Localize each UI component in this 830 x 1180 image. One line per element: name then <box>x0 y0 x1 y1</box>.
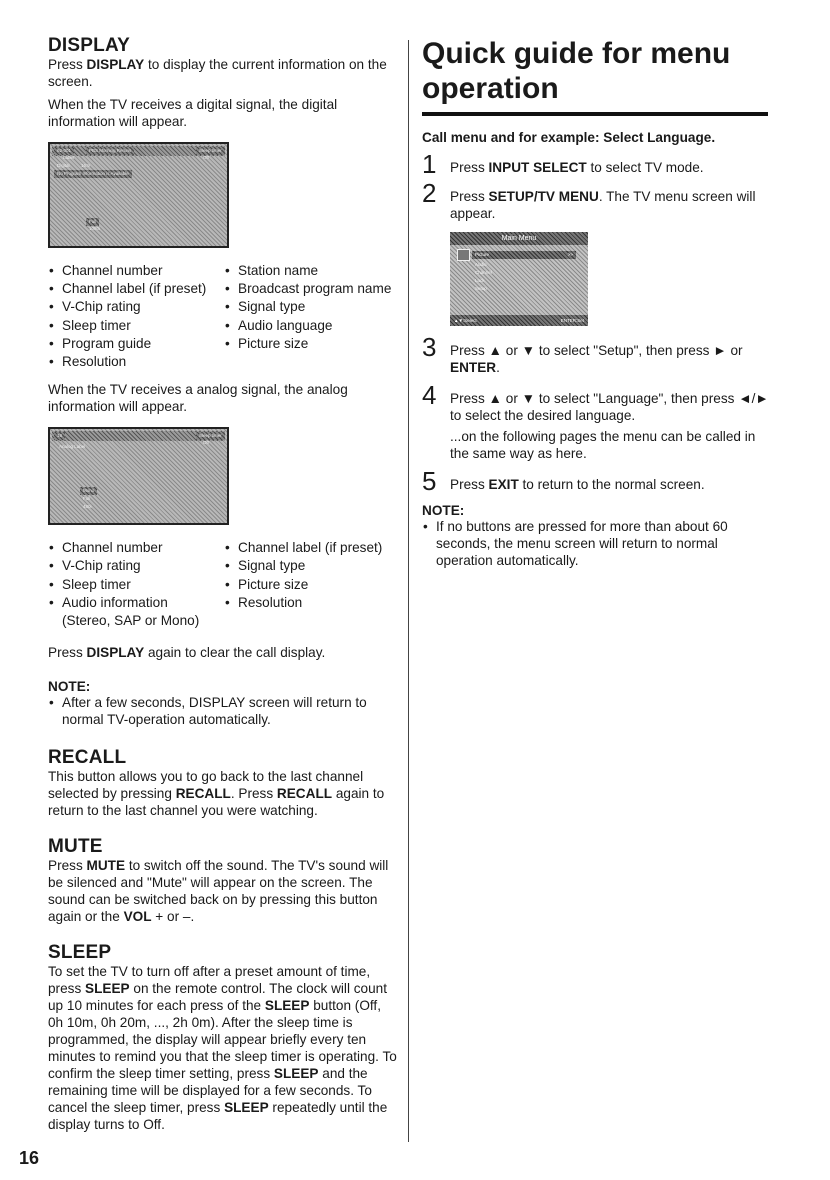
step-number: 2 <box>422 178 437 208</box>
step-number: 5 <box>422 466 437 496</box>
mute-heading: MUTE <box>48 836 103 858</box>
display-analog-text: When the TV receives a analog signal, the analog information will appear. <box>48 382 348 415</box>
screen-ratio: 16:9 <box>81 163 90 168</box>
screen2-res: 480i <box>83 504 92 510</box>
list-item: • Picture size <box>224 576 398 594</box>
mute-section <box>48 837 398 925</box>
list-item: • Audio information <box>48 594 224 612</box>
right-column <box>422 36 774 569</box>
menu-footer: ▲▼:Select ENTER:Set <box>450 315 588 326</box>
screen-res: 1080i <box>89 226 101 231</box>
menu-title: Main Menu <box>450 232 588 245</box>
menu-selected-item: Picture >> <box>472 251 576 259</box>
page-number: 16 <box>19 1148 40 1168</box>
step-3 <box>422 332 774 376</box>
screen2-label: Analog Label <box>59 444 86 450</box>
sleep-heading: SLEEP <box>48 942 112 964</box>
screen2-off: Off <box>203 440 209 446</box>
picture-icon <box>457 249 470 261</box>
list-item: • Program guide <box>48 335 224 353</box>
list-item: • Station name <box>224 262 398 280</box>
menu-item: Channel <box>475 270 492 275</box>
step-text: Press ▲ or ▼ to select "Setup", then press ► or ENTER. <box>450 343 743 375</box>
screen-label: Label <box>63 155 75 160</box>
list-item: • Signal type <box>224 557 398 575</box>
analog-info-list <box>48 539 398 630</box>
list-item: • Signal type <box>224 298 398 316</box>
digital-info-screen-image <box>48 142 229 248</box>
quick-guide-subtitle: Call menu and for example: Select Language. <box>422 130 716 145</box>
display-digital-text: When the TV receives a digital signal, the digital information will appear. <box>48 97 338 129</box>
mute-text: Press MUTE to switch off the sound. The TV's sound will be silenced and "Mute" will appear on the screen. The sound can be switched back on by pressing this button again or the VOL + or –. <box>48 858 389 925</box>
list-item: • Resolution <box>48 353 224 371</box>
list-item: • Sleep timer <box>48 317 224 335</box>
quick-note-text: • If no buttons are pressed for more than about 60 seconds, the menu screen will return to normal operation automatically. <box>422 518 774 569</box>
list-item: • Channel label (if preset) <box>48 280 224 298</box>
list-item: • Sleep timer <box>48 576 224 594</box>
display-note-text: • After a few seconds, DISPLAY screen will return to normal TV-operation automatically. <box>48 694 398 728</box>
step-number: 1 <box>422 149 437 179</box>
screen-digital: Digital <box>57 163 70 168</box>
step-text: Press EXIT to return to the normal screen. <box>450 477 705 492</box>
recall-heading: RECALL <box>48 747 127 769</box>
screen2-channel: 18 <box>54 432 65 440</box>
screen2-mono: Mono <box>80 487 97 495</box>
list-item-sub: (Stereo, SAP or Mono) <box>62 613 200 629</box>
screen-full: Full <box>86 218 99 226</box>
sleep-text: To set the TV to turn off after a preset amount of time, press SLEEP on the remote control. The clock will count up 10 minutes for each press of the SLEEP button (Off, 0h 10m, 0h 20m, ..., 2h 0m). After the sleep time is programmed, the display will appear briefly every ten minutes to remind you that the sleep timer is operating. To confirm the sleep timer setting, press SLEEP and the remaining time will be displayed for a few seconds. To cancel the sleep timer, press SLEEP repeatedly until the display turns to Off. <box>48 964 397 1133</box>
list-item: • V-Chip rating <box>48 557 224 575</box>
list-item: • Channel number <box>48 539 224 557</box>
screen-sleep: Sleep timer <box>196 147 225 155</box>
step-2 <box>422 178 774 222</box>
screen-info: No Program Information is Available <box>54 170 132 178</box>
digital-info-list <box>48 262 398 371</box>
column-divider <box>408 40 409 1142</box>
menu-item: Audio <box>475 262 487 267</box>
step-number: 3 <box>422 332 437 362</box>
list-item: • Channel number <box>48 262 224 280</box>
step-1 <box>422 149 774 179</box>
list-item: • Picture size <box>224 335 398 353</box>
step-4 <box>422 380 774 462</box>
left-column <box>48 36 398 1133</box>
recall-text: This button allows you to go back to the last channel selected by pressing RECALL. Press RECALL again to return to the last channel you were watching. <box>48 769 385 819</box>
list-item: • V-Chip rating <box>48 298 224 316</box>
screen-station: PBS Morning Reruns <box>86 147 134 155</box>
main-menu-screen-image <box>450 232 588 326</box>
sleep-section <box>48 943 398 1133</box>
quick-guide-title: Quick guide for menu operation <box>422 36 768 116</box>
list-item: • Audio language <box>224 317 398 335</box>
screen-channel: 62-001 <box>54 147 74 155</box>
screen-off: Off <box>203 155 209 160</box>
display-section <box>48 36 398 728</box>
step-text: Press ▲ or ▼ to select "Language", then press ◄/► to select the desired language. ...on the following pages the menu can be called in the same way as here. <box>450 391 769 461</box>
display-clear-text: Press DISPLAY again to clear the call display. <box>48 645 326 661</box>
list-item: • Resolution <box>224 594 398 612</box>
menu-item: Lock <box>475 278 485 283</box>
display-heading: DISPLAY <box>48 35 131 56</box>
display-intro: Press DISPLAY to display the current information on the screen. <box>48 57 387 89</box>
step-5 <box>422 466 774 496</box>
list-item: • Broadcast program name <box>224 280 398 298</box>
step-text: Press SETUP/TV MENU. The TV menu screen will appear. <box>450 189 756 221</box>
quick-note-title: NOTE: <box>422 503 465 518</box>
step-number: 4 <box>422 380 437 410</box>
step-text: Press INPUT SELECT to select TV mode. <box>450 160 704 175</box>
recall-section <box>48 748 398 819</box>
display-note-title: NOTE: <box>48 679 91 695</box>
list-item: • Channel label (if preset) <box>224 539 398 557</box>
menu-item: Setup <box>475 286 487 291</box>
screen2-full: Full <box>83 496 91 502</box>
analog-info-screen-image <box>48 427 229 525</box>
screen2-sleep: Sleep timer <box>196 432 225 440</box>
